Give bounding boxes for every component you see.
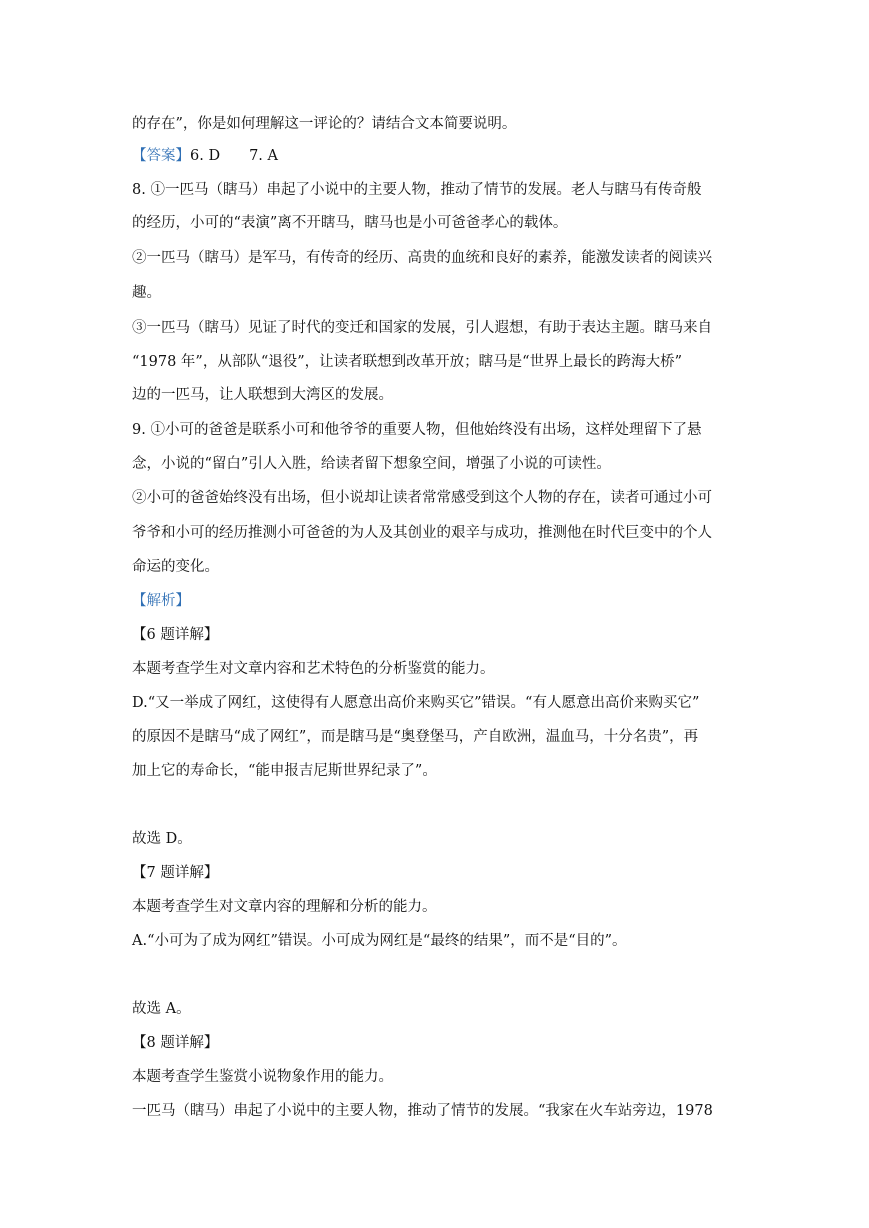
section-heading: 【8 题详解】 xyxy=(132,1035,219,1051)
text-line: 念，小说的“留白”引人入胜，给读者留下想象空间，增强了小说的可读性。 xyxy=(132,456,611,472)
section-heading: 【6 题详解】 xyxy=(132,627,219,643)
text-line: 的存在”，你是如何理解这一评论的？请结合文本简要说明。 xyxy=(132,116,517,132)
answer-line xyxy=(132,146,278,166)
text-line: 爷爷和小可的经历推测小可爸爸的为人及其创业的艰辛与成功，推测他在时代巨变中的个人 xyxy=(132,525,712,541)
analysis-label: 【解析】 xyxy=(132,593,190,609)
text-line: 的原因不是瞎马“成了网红”，而是瞎马是“奥登堡马，产自欧洲，温血马，十分名贵”，再 xyxy=(132,729,699,745)
answer-label: 【答案】 xyxy=(132,148,190,164)
text-line: 本题考查学生对文章内容和艺术特色的分析鉴赏的能力。 xyxy=(132,661,495,677)
text-line: 边的一匹马，让人联想到大湾区的发展。 xyxy=(132,387,393,403)
text-line: ③一匹马（瞎马）见证了时代的变迁和国家的发展，引人遐想，有助于表达主题。瞎马来自 xyxy=(132,320,712,336)
text-line: 一匹马（瞎马）串起了小说中的主要人物，推动了情节的发展。“我家在火车站旁边，1978 xyxy=(132,1103,713,1119)
text-line: 9. ①小可的爸爸是联系小可和他爷爷的重要人物，但他始终没有出场，这样处理留下了悬 xyxy=(132,422,702,438)
text-line: 的经历，小可的“表演”离不开瞎马，瞎马也是小可爸爸孝心的载体。 xyxy=(132,215,568,231)
text-line: 8. ①一匹马（瞎马）串起了小说中的主要人物，推动了情节的发展。老人与瞎马有传奇般 xyxy=(132,182,702,198)
text-line: 故选 D。 xyxy=(132,831,192,847)
text-line: 加上它的寿命长，“能申报吉尼斯世界纪录了”。 xyxy=(132,763,437,779)
text-line: 故选 A。 xyxy=(132,1001,191,1017)
text-line: 趣。 xyxy=(132,285,161,301)
text-line: ②一匹马（瞎马）是军马，有传奇的经历、高贵的血统和良好的素养，能激发读者的阅读兴 xyxy=(132,250,712,266)
answer-text: 6. D 7. A xyxy=(190,148,278,164)
text-line: 本题考查学生鉴赏小说物象作用的能力。 xyxy=(132,1069,393,1085)
text-line: ②小可的爸爸始终没有出场，但小说却让读者常常感受到这个人物的存在，读者可通过小可 xyxy=(132,490,712,506)
text-line: 本题考查学生对文章内容的理解和分析的能力。 xyxy=(132,899,437,915)
text-line: D.“又一举成了网红，这使得有人愿意出高价来购买它”错误。“有人愿意出高价来购买它” xyxy=(132,695,700,711)
text-line: 命运的变化。 xyxy=(132,559,219,575)
section-heading: 【7 题详解】 xyxy=(132,865,219,881)
text-line: A.“小可为了成为网红”错误。小可成为网红是“最终的结果”，而不是“目的”。 xyxy=(132,933,627,949)
text-line: “1978 年”，从部队“退役”，让读者联想到改革开放；瞎马是“世界上最长的跨海大桥” xyxy=(132,354,682,370)
